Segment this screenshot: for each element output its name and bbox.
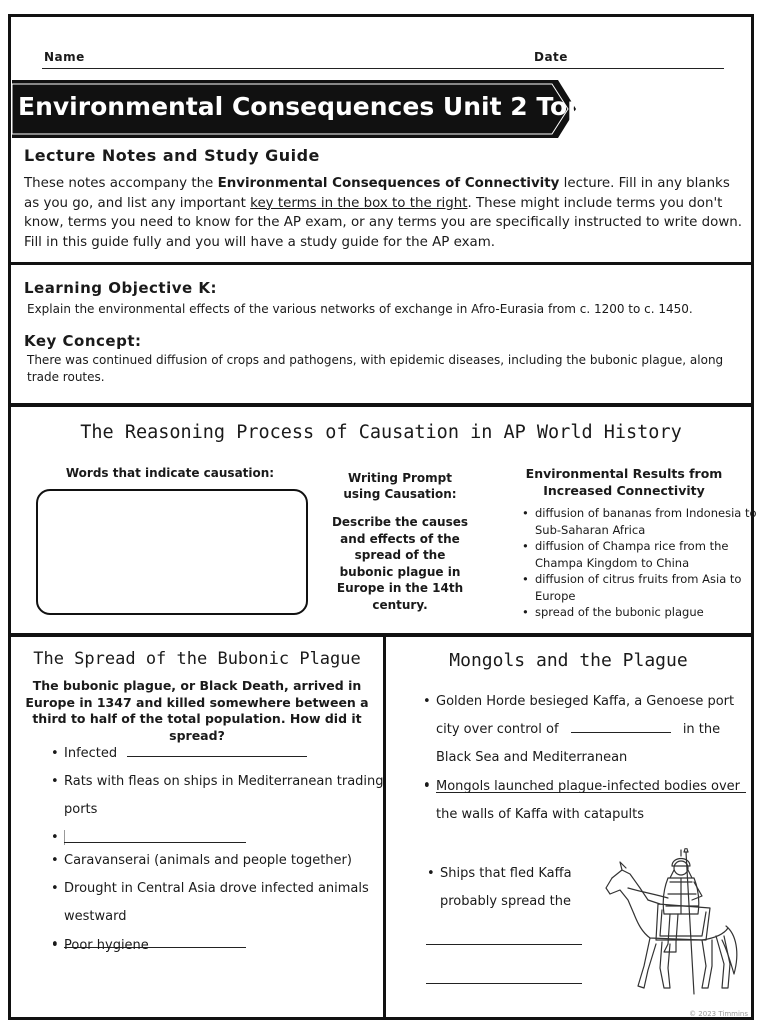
- spread-list: [48, 740, 384, 960]
- answer-blank[interactable]: [426, 944, 582, 945]
- intro-text-underline: key terms in the box to the right: [250, 195, 468, 211]
- writing-prompt-label: Writing Prompt using Causation:: [343, 471, 457, 501]
- env-result-item: • diffusion of Champa rice from the Champa Kingdom to China: [535, 538, 767, 571]
- intro-text: [24, 174, 746, 252]
- intro-text-2: lecture. Fill in any blanks as you go, and list any important: [24, 176, 730, 211]
- intro-heading: Lecture Notes and Study Guide: [24, 146, 320, 165]
- date-label: Date: [534, 50, 568, 64]
- env-results-list: [519, 505, 767, 621]
- mongols-item-text: Golden Horde besieged Kaffa, a Genoese port city over control of: [436, 694, 735, 737]
- words-causation-label: Words that indicate causation:: [65, 466, 275, 480]
- copyright: © 2023 Timmins: [689, 1010, 748, 1018]
- spread-item-label: Infected: [64, 746, 118, 761]
- mongols-item-kaffa: [436, 688, 754, 772]
- answer-blank[interactable]: [571, 732, 671, 733]
- spread-intro: The bubonic plague, or Black Death, arrived in Europe in 1347 and killed somewhere between a third to half of the total population. How did it spread?: [25, 678, 369, 743]
- words-causation-box[interactable]: [36, 489, 308, 615]
- mongols-list: [420, 688, 754, 829]
- mongols-item-text: in the Black Sea and Mediterranean: [436, 722, 721, 765]
- mongols-item-ships: • Ships that fled Kaffa probably spread the: [440, 860, 590, 916]
- spread-item-rats: • Rats with fleas on ships in Mediterranean trading ports: [64, 768, 384, 824]
- answer-blank[interactable]: [127, 756, 307, 757]
- mongols-title: Mongols and the Plague: [449, 650, 688, 671]
- mongols-list-2: [424, 860, 590, 916]
- page-title: Environmental Consequences Unit 2 Topic 6: [18, 92, 635, 121]
- name-label: Name: [44, 50, 85, 64]
- intro-text-3: . These might include terms you don't know, terms you need to know for the AP exam, or any terms you are specifically instructed to write down. Fill in this guide fully and you will have a study guide for the AP exam.: [24, 195, 743, 250]
- answer-blank[interactable]: [64, 842, 246, 843]
- env-results-label: Environmental Results from Increased Connectivity: [525, 466, 723, 498]
- env-result-item: • diffusion of citrus fruits from Asia to Europe: [535, 571, 767, 604]
- intro-text-1: These notes accompany the: [24, 176, 218, 191]
- spread-item-infected: [64, 740, 384, 768]
- spread-item-drought: • Drought in Central Asia drove infected animals westward: [64, 875, 384, 931]
- spread-item-caravanserai: • Caravanserai (animals and people together): [64, 847, 384, 875]
- writing-prompt-text: Describe the causes and effects of the spread of the bubonic plague in Europe in the 14th century.: [331, 515, 469, 612]
- causation-title: The Reasoning Process of Causation in AP World History: [80, 422, 682, 443]
- intro-text-bold: Environmental Consequences of Connectivity: [217, 176, 560, 191]
- spread-item-hygiene: • Poor hygiene: [64, 932, 384, 960]
- key-concept-text: There was continued diffusion of crops and pathogens, with epidemic diseases, including the bubonic plague, along trade routes.: [27, 353, 724, 384]
- objective-text: Explain the environmental effects of the various networks of exchange in Afro-Eurasia from c. 1200 to c. 1450.: [27, 302, 693, 316]
- env-result-item: • diffusion of bananas from Indonesia to Sub-Saharan Africa: [535, 505, 767, 538]
- key-concept-heading: Key Concept:: [24, 332, 142, 350]
- mongols-item-catapults: • Mongols launched plague-infected bodies over the walls of Kaffa with catapults: [436, 773, 754, 829]
- mongol-horseman-illustration: [598, 848, 748, 998]
- spread-title: The Spread of the Bubonic Plague: [33, 649, 361, 669]
- env-result-item: • spread of the bubonic plague: [535, 604, 767, 621]
- answer-blank[interactable]: [426, 983, 582, 984]
- name-date-line[interactable]: [42, 68, 724, 69]
- objective-heading: Learning Objective K:: [24, 279, 218, 297]
